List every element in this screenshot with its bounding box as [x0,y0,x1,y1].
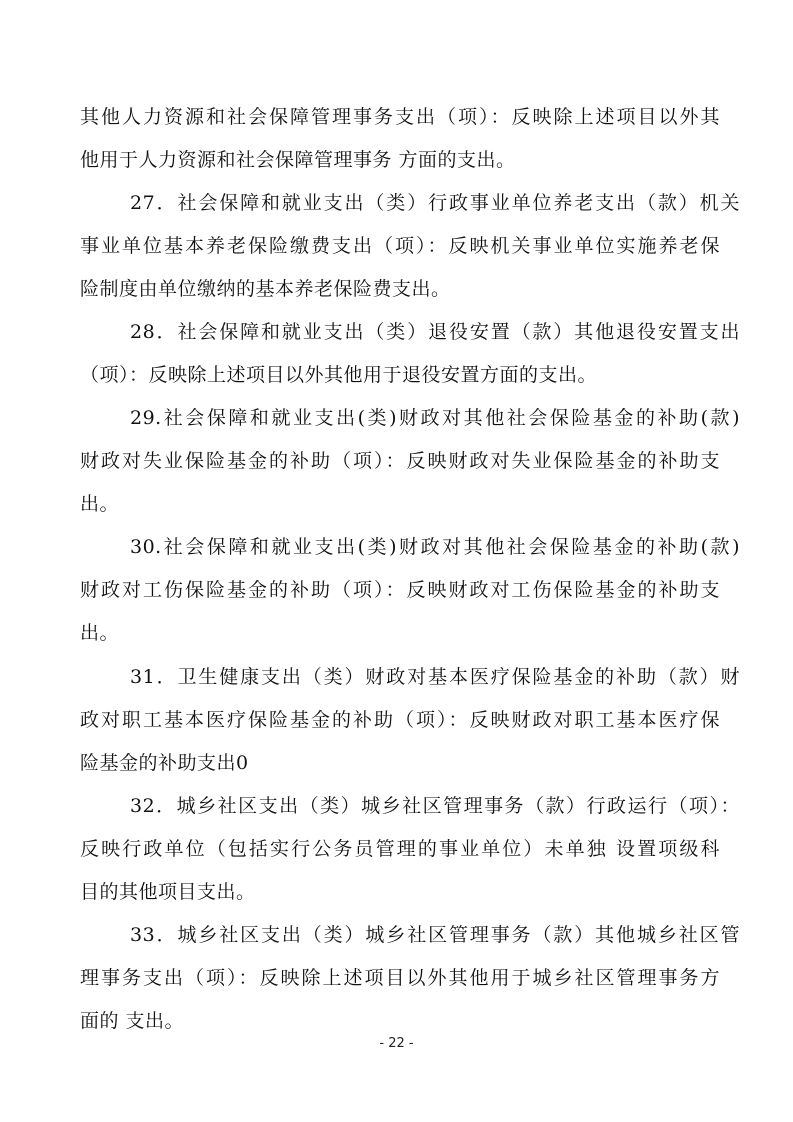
text-line: 其他人力资源和社会保障管理事务支出（项）：反映除上述项目以外其 [80,106,720,128]
text-line: 出。 [80,622,120,644]
page-number: - 22 - [379,1036,414,1051]
text-line: 32．城乡社区支出（类）城乡社区管理事务（款）行政运行（项）： [130,795,740,817]
text-line: 33．城乡社区支出（类）城乡社区管理事务（款）其他城乡社区管 [130,924,740,946]
text-line: 30.社会保障和就业支出(类)财政对其他社会保险基金的补助(款) [130,536,740,558]
text-line: 政对职工基本医疗保险基金的补助（项）：反映财政对职工基本医疗保 [80,709,720,731]
text-line: 险制度由单位缴纳的基本养老保险费支出。 [80,278,451,300]
text-line: 反映行政单位（包括实行公务员管理的事业单位）未单独 设置项级科 [80,838,720,860]
text-line: 出。 [80,493,120,515]
text-line: 目的其他项目支出。 [80,881,256,903]
text-line: 理事务支出（项）：反映除上述项目以外其他用于城乡社区管理事务方 [80,967,720,989]
text-line: 29.社会保障和就业支出(类)财政对其他社会保险基金的补助(款) [130,407,740,429]
text-line: 财政对工伤保险基金的补助（项）：反映财政对工伤保险基金的补助支 [80,579,720,601]
text-line: 31．卫生健康支出（类）财政对基本医疗保险基金的补助（款）财 [130,666,740,688]
text-line: 28．社会保障和就业支出（类）退役安置（款）其他退役安置支出 [130,321,740,343]
text-line: 面的 支出。 [80,1010,185,1032]
text-line: 险基金的补助支出0 [80,752,249,774]
text-line: 财政对失业保险基金的补助（项）：反映财政对失业保险基金的补助支 [80,450,720,472]
text-line: 27．社会保障和就业支出（类）行政事业单位养老支出（款）机关 [130,192,740,214]
text-line: 事业单位基本养老保险缴费支出（项）：反映机关事业单位实施养老保 [80,235,720,257]
text-line: 他用于人力资源和社会保障管理事务 方面的支出。 [80,149,516,171]
text-line: （项）：反映除上述项目以外其他用于退役安置方面的支出。 [80,364,598,386]
